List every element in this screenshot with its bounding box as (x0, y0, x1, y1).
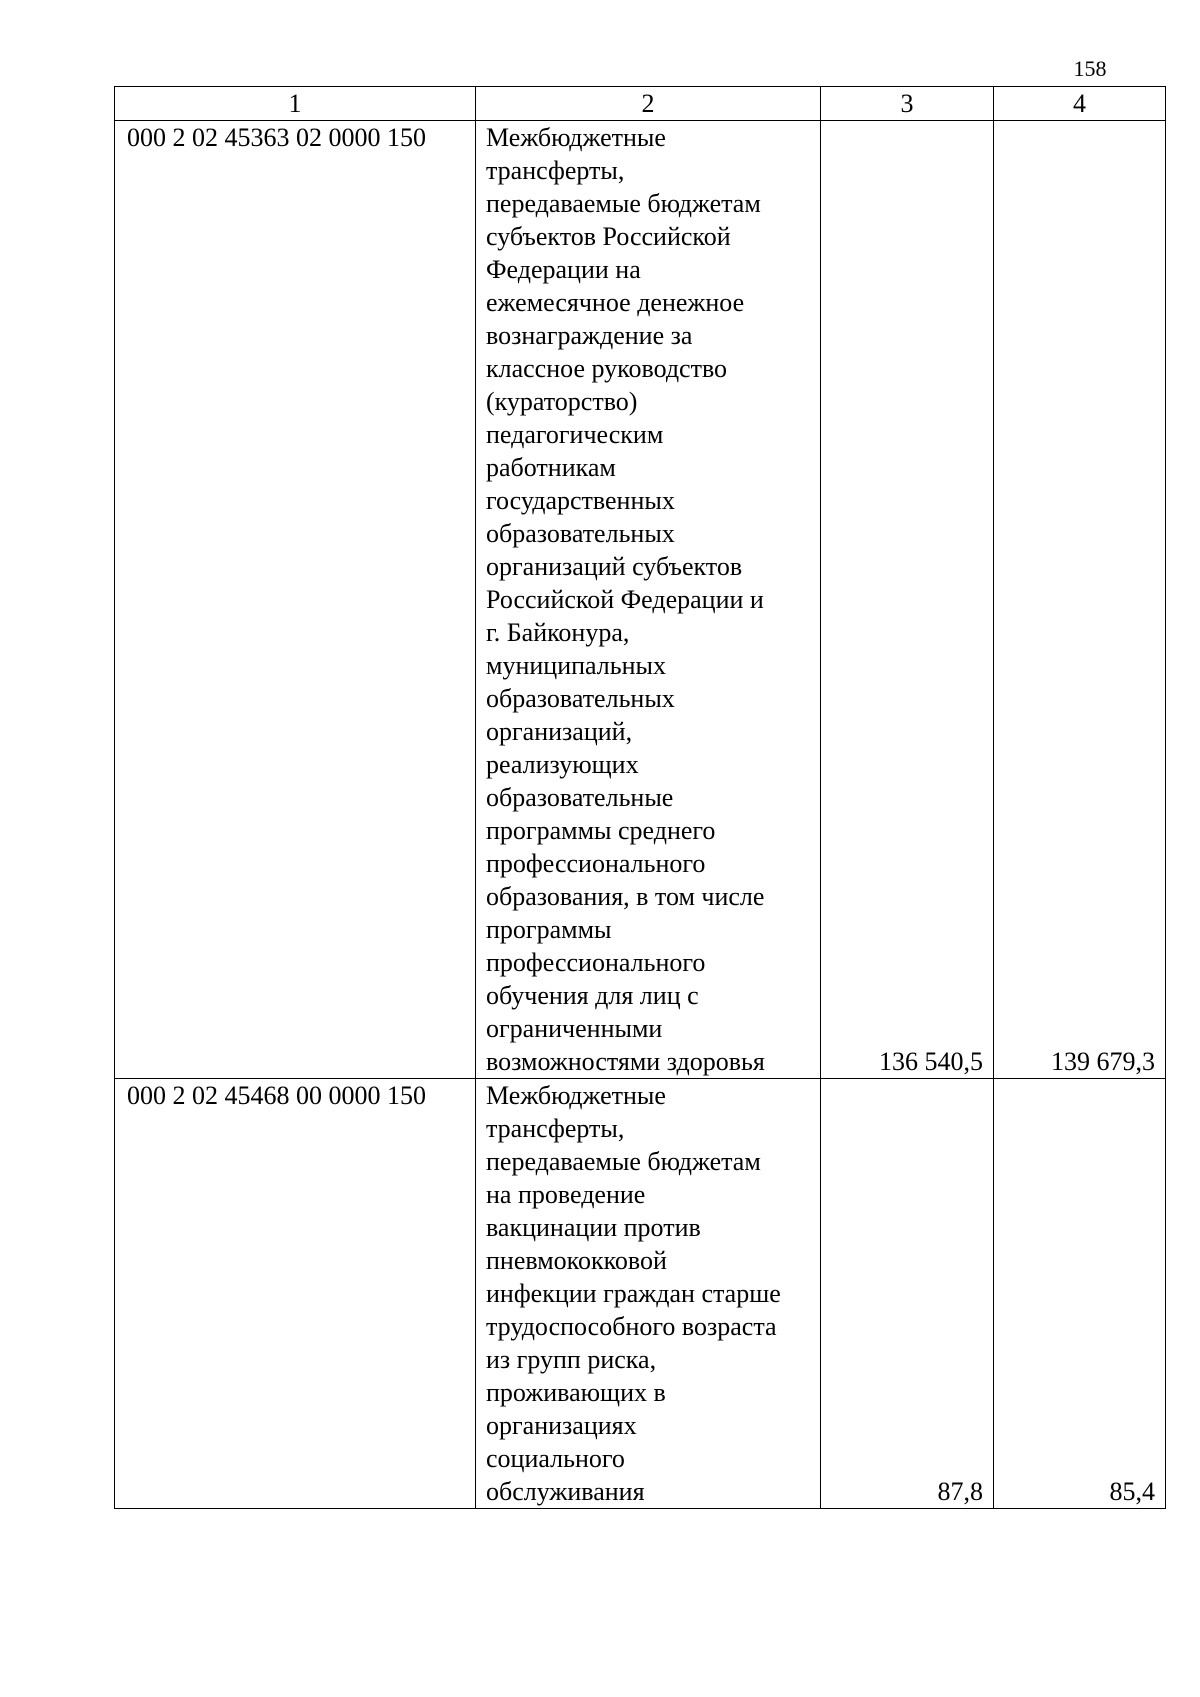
description-line: вакцинации против (486, 1213, 701, 1242)
description-line: на проведение (486, 1180, 646, 1209)
description-line: образовательные (486, 783, 674, 812)
description-line: профессионального (486, 948, 706, 977)
budget-code-cell: 000 2 02 45363 02 0000 150 (115, 121, 476, 1079)
description-line: пневмококковой (486, 1246, 667, 1275)
description-line: образования, в том числе (486, 882, 765, 911)
description-line: программы (486, 915, 612, 944)
description-line: субъектов Российской (486, 222, 731, 251)
description-line: Федерации на (486, 255, 641, 284)
description-line: обслуживания (486, 1477, 645, 1506)
description-line: г. Байконура, (486, 618, 630, 647)
description-cell (476, 1079, 821, 1509)
header-cell-1: 1 (115, 87, 476, 121)
value-cell-col3: 87,8 (821, 1079, 994, 1509)
description-line: профессионального (486, 849, 706, 878)
description-line: ограниченными (486, 1014, 663, 1043)
description-line: трансферты, (486, 1114, 625, 1143)
description-line: обучения для лиц с (486, 981, 699, 1010)
page-number: 158 (1073, 56, 1107, 81)
description-line: ежемесячное денежное (486, 288, 745, 317)
description-line: Межбюджетные (486, 123, 666, 152)
table-header-row (115, 87, 1166, 121)
budget-code-cell: 000 2 02 45468 00 0000 150 (115, 1079, 476, 1509)
description-line: Межбюджетные (486, 1081, 666, 1110)
table-row (115, 121, 1166, 1079)
description-line: классное руководство (486, 354, 728, 383)
header-cell-3: 3 (821, 87, 994, 121)
description-line: из групп риска, (486, 1345, 657, 1374)
description-line: государственных (486, 486, 675, 515)
description-cell (476, 121, 821, 1079)
description-line: организаций субъектов (486, 552, 743, 581)
description-line: образовательных (486, 684, 675, 713)
description-line: трансферты, (486, 156, 625, 185)
table-row (115, 1079, 1166, 1509)
header-cell-2: 2 (476, 87, 821, 121)
description-line: организаций, (486, 717, 633, 746)
description-line: работникам (486, 453, 616, 482)
description-line: инфекции граждан старше (486, 1279, 781, 1308)
value-cell-col4: 139 679,3 (994, 121, 1166, 1079)
description-line: педагогическим (486, 420, 664, 449)
description-line: вознаграждение за (486, 321, 693, 350)
description-line: передаваемые бюджетам (486, 1147, 761, 1176)
header-cell-4: 4 (994, 87, 1166, 121)
description-line: организациях (486, 1411, 637, 1440)
description-line: возможностями здоровья (486, 1047, 765, 1076)
budget-table (114, 86, 1166, 1509)
description-line: образовательных (486, 519, 675, 548)
description-line: Российской Федерации и (486, 585, 764, 614)
description-line: проживающих в (486, 1378, 666, 1407)
description-line: реализующих (486, 750, 639, 779)
description-line: трудоспособного возраста (486, 1312, 777, 1341)
description-line: программы среднего (486, 816, 716, 845)
description-line: передаваемые бюджетам (486, 189, 761, 218)
value-cell-col3: 136 540,5 (821, 121, 994, 1079)
value-cell-col4: 85,4 (994, 1079, 1166, 1509)
description-line: социального (486, 1444, 625, 1473)
description-line: муниципальных (486, 651, 667, 680)
description-line: (кураторство) (486, 387, 638, 416)
